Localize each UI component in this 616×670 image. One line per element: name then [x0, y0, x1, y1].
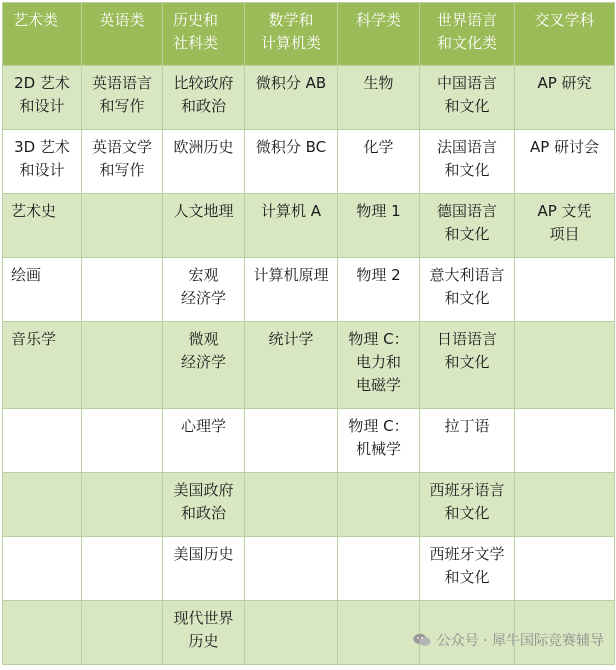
- table-cell: [245, 537, 338, 601]
- table-cell: 现代世界 历史: [163, 601, 245, 665]
- ap-course-table: [2, 2, 615, 665]
- table-cell: 物理 2: [338, 258, 420, 322]
- table-row: [3, 130, 615, 194]
- table-cell: 计算机 A: [245, 194, 338, 258]
- table-row: [3, 473, 615, 537]
- table-row: [3, 66, 615, 130]
- header-arts: 艺术类: [3, 3, 82, 66]
- table-cell: [515, 473, 615, 537]
- table-cell: 物理 C： 机械学: [338, 409, 420, 473]
- table-cell: [245, 601, 338, 665]
- table-cell: [3, 473, 82, 537]
- wechat-icon: [413, 633, 431, 647]
- table-cell: [82, 537, 163, 601]
- table-cell: 美国政府 和政治: [163, 473, 245, 537]
- table-row: [3, 409, 615, 473]
- table-cell: 心理学: [163, 409, 245, 473]
- table-cell: [3, 537, 82, 601]
- table-cell: 物理 1: [338, 194, 420, 258]
- table-cell: [245, 473, 338, 537]
- table-cell: [82, 322, 163, 409]
- table-cell: [3, 601, 82, 665]
- header-english: 英语类: [82, 3, 163, 66]
- table-row: [3, 322, 615, 409]
- table-cell: [338, 473, 420, 537]
- table-cell: AP 文凭 项目: [515, 194, 615, 258]
- table-cell: 法国语言 和文化: [420, 130, 515, 194]
- table-cell: [515, 537, 615, 601]
- table-cell: [82, 194, 163, 258]
- table-cell: 德国语言 和文化: [420, 194, 515, 258]
- table-cell: [338, 601, 420, 665]
- header-world-languages: 世界语言 和文化类: [420, 3, 515, 66]
- table-cell: 拉丁语: [420, 409, 515, 473]
- table-cell: 英语文学 和写作: [82, 130, 163, 194]
- table-cell: 微积分 AB: [245, 66, 338, 130]
- table-cell: [515, 409, 615, 473]
- table-cell: [82, 601, 163, 665]
- table-cell: 计算机原理: [245, 258, 338, 322]
- table-cell: 人文地理: [163, 194, 245, 258]
- table-cell: 宏观 经济学: [163, 258, 245, 322]
- table-cell: [82, 473, 163, 537]
- table-cell: 物理 C： 电力和 电磁学: [338, 322, 420, 409]
- header-history-social: 历史和 社科类: [163, 3, 245, 66]
- table-cell: 微观 经济学: [163, 322, 245, 409]
- watermark-text: 公众号 · 犀牛国际竞赛辅导: [437, 630, 604, 650]
- watermark: [413, 630, 604, 650]
- table-cell: 西班牙文学 和文化: [420, 537, 515, 601]
- header-row: [3, 3, 615, 66]
- table-cell: 英语语言 和写作: [82, 66, 163, 130]
- table-cell: [338, 537, 420, 601]
- table-cell: [3, 409, 82, 473]
- table-row: [3, 258, 615, 322]
- table-cell: 3D 艺术 和设计: [3, 130, 82, 194]
- table-cell: 比较政府 和政治: [163, 66, 245, 130]
- table-row: [3, 537, 615, 601]
- table-cell: [515, 258, 615, 322]
- table-cell: 美国历史: [163, 537, 245, 601]
- table-cell: [82, 409, 163, 473]
- table-cell: 绘画: [3, 258, 82, 322]
- table-cell: 微积分 BC: [245, 130, 338, 194]
- table-cell: AP 研讨会: [515, 130, 615, 194]
- table-cell: [515, 322, 615, 409]
- table-cell: AP 研究: [515, 66, 615, 130]
- header-interdisciplinary: 交叉学科: [515, 3, 615, 66]
- table-cell: [245, 409, 338, 473]
- table-cell: 化学: [338, 130, 420, 194]
- table-cell: 生物: [338, 66, 420, 130]
- table-cell: 西班牙语言 和文化: [420, 473, 515, 537]
- table-cell: 音乐学: [3, 322, 82, 409]
- header-math-cs: 数学和 计算机类: [245, 3, 338, 66]
- table-cell: 日语语言 和文化: [420, 322, 515, 409]
- table-cell: 统计学: [245, 322, 338, 409]
- table-cell: [82, 258, 163, 322]
- table-cell: 2D 艺术 和设计: [3, 66, 82, 130]
- header-science: 科学类: [338, 3, 420, 66]
- table-cell: 艺术史: [3, 194, 82, 258]
- table-cell: 欧洲历史: [163, 130, 245, 194]
- table-cell: 意大利语言 和文化: [420, 258, 515, 322]
- table-cell: 中国语言 和文化: [420, 66, 515, 130]
- table-row: [3, 194, 615, 258]
